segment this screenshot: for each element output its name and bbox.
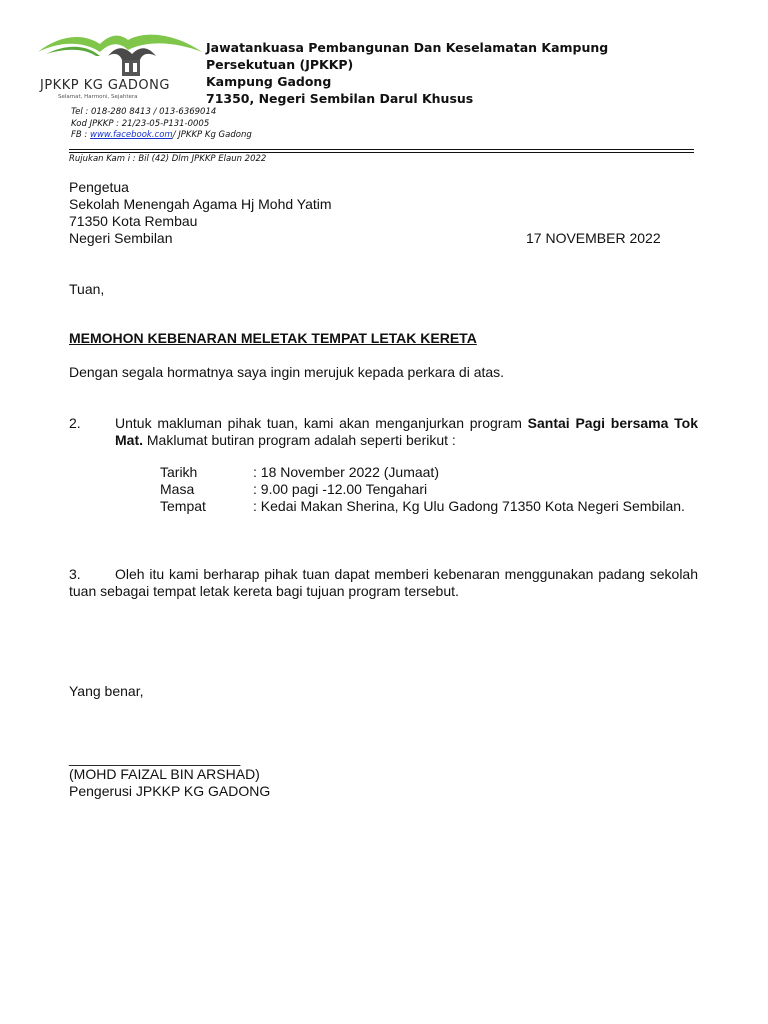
signatory-title: Pengerusi JPKKP KG GADONG (69, 783, 271, 799)
org-name-line1: Jawatankuasa Pembangunan Dan Keselamatan Kampung (206, 40, 609, 55)
fb-suffix: / JPKKP Kg Gadong (172, 130, 252, 140)
logo-name: JPKKP KG GADONG (40, 78, 170, 93)
para3 (69, 566, 698, 600)
recipient-line1: Pengetua (69, 179, 129, 195)
signatory-name: (MOHD FAIZAL BIN ARSHAD) (69, 766, 260, 782)
detail-value-date: : 18 November 2022 (Jumaat) (253, 464, 439, 480)
reference-line: Rujukan Kam i : Bil (42) Dlm JPKKP Elaun 2022 (69, 154, 267, 164)
recipient-line4: Negeri Sembilan (69, 230, 173, 246)
para2-text-after: Maklumat butiran program adalah seperti berikut : (143, 432, 456, 448)
para2-text (115, 415, 698, 449)
para3-text: Oleh itu kami berharap pihak tuan dapat memberi kebenaran menggunakan padang sekolah tuan sebagai tempat letak kereta bagi tujuan program tersebut. (69, 566, 698, 599)
facebook-link[interactable]: www.facebook.com (90, 130, 173, 140)
org-address-line1: Kampung Gadong (206, 74, 332, 89)
program-details (160, 464, 698, 515)
closing: Yang benar, (69, 683, 144, 699)
para2-number: 2. (69, 415, 81, 431)
letter-subject: MEMOHON KEBENARAN MELETAK TEMPAT LETAK KERETA (69, 330, 477, 346)
letterhead-divider-2 (69, 152, 694, 153)
kod-line: Kod JPKKP : 21/23-05-P131-0005 (71, 118, 210, 129)
detail-label-venue: Tempat (160, 498, 206, 514)
signature-line: ______________________ (69, 750, 241, 766)
detail-label-date: Tarikh (160, 464, 198, 480)
fb-prefix: FB : (71, 130, 90, 140)
para2-text-before: Untuk makluman pihak tuan, kami akan menganjurkan program (115, 415, 528, 431)
letter-date: 17 NOVEMBER 2022 (526, 230, 661, 246)
intro-paragraph: Dengan segala hormatnya saya ingin merujuk kepada perkara di atas. (69, 364, 505, 380)
detail-value-venue: : Kedai Makan Sherina, Kg Ulu Gadong 71350 Kota Negeri Sembilan. (253, 498, 685, 514)
para3-number: 3. (69, 566, 81, 582)
detail-value-time: : 9.00 pagi -12.00 Tengahari (253, 481, 428, 497)
program-name: Santai Pagi bersama Tok Mat. (115, 415, 698, 448)
recipient-line2: Sekolah Menengah Agama Hj Mohd Yatim (69, 196, 332, 212)
org-address-line2: 71350, Negeri Sembilan Darul Khusus (206, 91, 474, 106)
detail-label-time: Masa (160, 481, 195, 497)
tel-line: Tel : 018-280 8413 / 013-6369014 (71, 107, 217, 117)
org-header (206, 39, 626, 107)
recipient-line3: 71350 Kota Rembau (69, 213, 198, 229)
recipient-address (69, 179, 332, 247)
salutation: Tuan, (69, 281, 105, 297)
letterhead-divider (69, 149, 694, 150)
org-name-line2: Persekutuan (JPKKP) (206, 57, 354, 72)
logo-tagline: Selamat, Harmoni, Sejahtera (58, 94, 138, 100)
fb-line (71, 130, 252, 142)
contact-info (71, 107, 252, 142)
organization-logo (36, 30, 204, 106)
